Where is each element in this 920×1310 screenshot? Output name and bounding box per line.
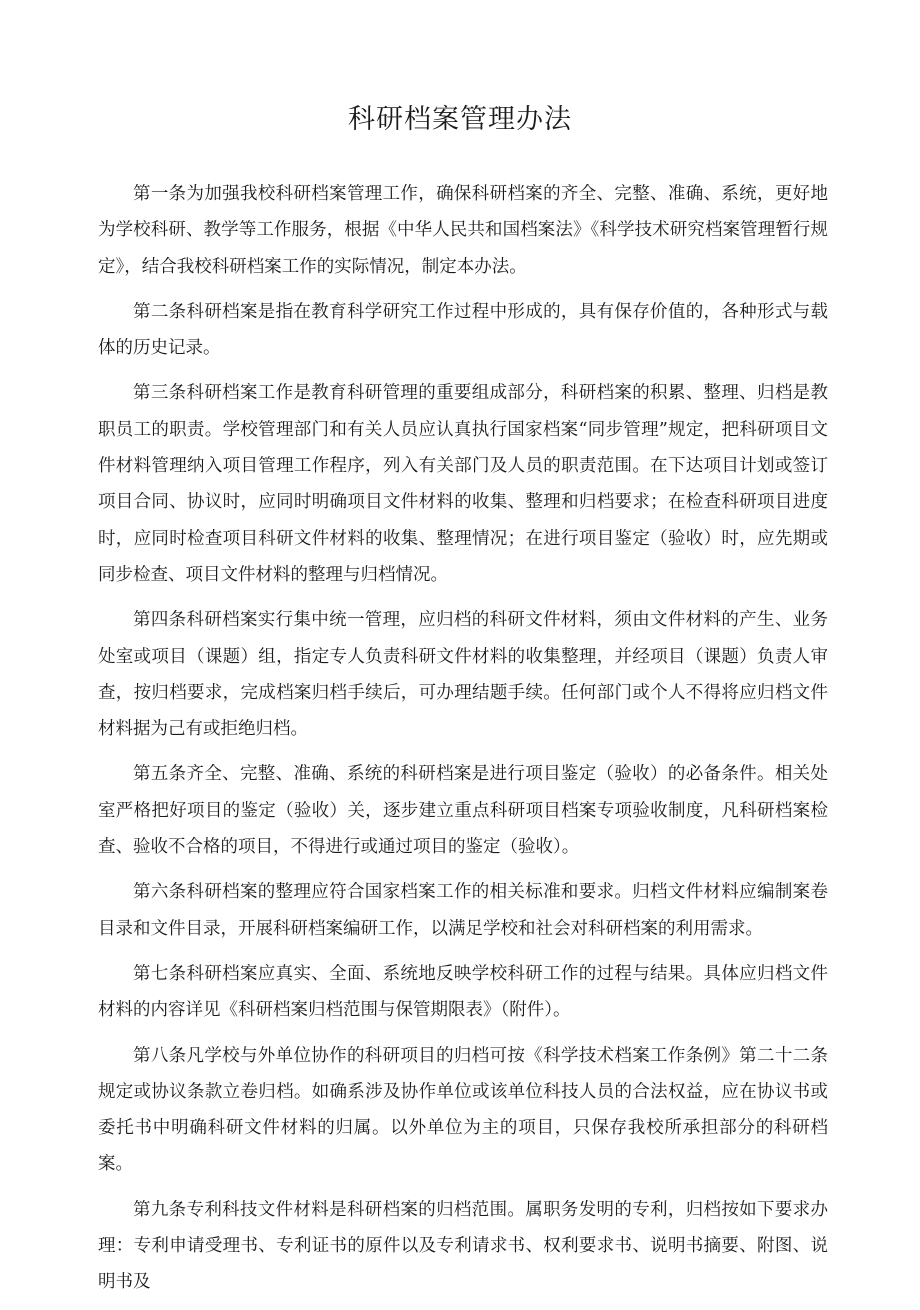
article-3: 第三条科研档案工作是教育科研管理的重要组成部分，科研档案的积累、整理、归档是教职员工的职责。学校管理部门和有关人员应认真执行国家档案“同步管理”规定，把科研项目文件材料管理纳入项目管理工作程序，列入有关部门及人员的职责范围。在下达项目计划或签订项目合同、协议时，应同时明确项目文件材料的收集、整理和归档要求；在检查科研项目进度时，应同时检查项目科研文件材料的收集、整理情况；在进行项目鉴定（验收）时，应先期或同步检查、项目文件材料的整理与归档情况。 bbox=[98, 383, 828, 585]
article-8: 第八条凡学校与外单位协作的科研项目的归档可按《科学技术档案工作条例》第二十二条规定或协议条款立卷归档。如确系涉及协作单位或该单位科技人员的合法权益，应在协议书或委托书中明确科研文件材料的归属。以外单位为主的项目，只保存我校所承担部分的科研档案。 bbox=[98, 1045, 828, 1175]
article-5: 第五条齐全、完整、准确、系统的科研档案是进行项目鉴定（验收）的必备条件。相关处室严格把好项目的鉴定（验收）关，逐步建立重点科研项目档案专项验收制度，凡科研档案检查、验收不合格的项目，不得进行或通过项目的鉴定（验收）。 bbox=[98, 764, 828, 858]
article-9: 第九条专利科技文件材料是科研档案的归档范围。属职务发明的专利，归档按如下要求办理：专利申请受理书、专利证书的原件以及专利请求书、权利要求书、说明书摘要、附图、说明书及 bbox=[98, 1199, 828, 1293]
article-1: 第一条为加强我校科研档案管理工作，确保科研档案的齐全、完整、准确、系统，更好地为学校科研、教学等工作服务，根据《中华人民共和国档案法》《科学技术研究档案管理暂行规定》，结合我校科研档案工作的实际情况，制定本办法。 bbox=[98, 184, 828, 277]
article-4: 第四条科研档案实行集中统一管理，应归档的科研文件材料，须由文件材料的产生、业务处室或项目（课题）组，指定专人负责科研文件材料的收集整理，并经项目（课题）负责人审查，按归档要求，完成档案归档手续后，可办理结题手续。任何部门或个人不得将应归档文件材料据为己有或拒绝归档。 bbox=[98, 610, 828, 740]
article-6: 第六条科研档案的整理应符合国家档案工作的相关标准和要求。归档文件材料应编制案卷目录和文件目录，开展科研档案编研工作，以满足学校和社会对科研档案的利用需求。 bbox=[98, 882, 828, 939]
document-title: 科研档案管理办法 bbox=[348, 104, 572, 135]
article-2: 第二条科研档案是指在教育科学研究工作过程中形成的，具有保存价值的，各种形式与载体的历史记录。 bbox=[98, 301, 828, 359]
article-7: 第七条科研档案应真实、全面、系统地反映学校科研工作的过程与结果。具体应归档文件材料的内容详见《科研档案归档范围与保管期限表》（附件）。 bbox=[98, 963, 828, 1021]
document-body bbox=[98, 176, 828, 1310]
